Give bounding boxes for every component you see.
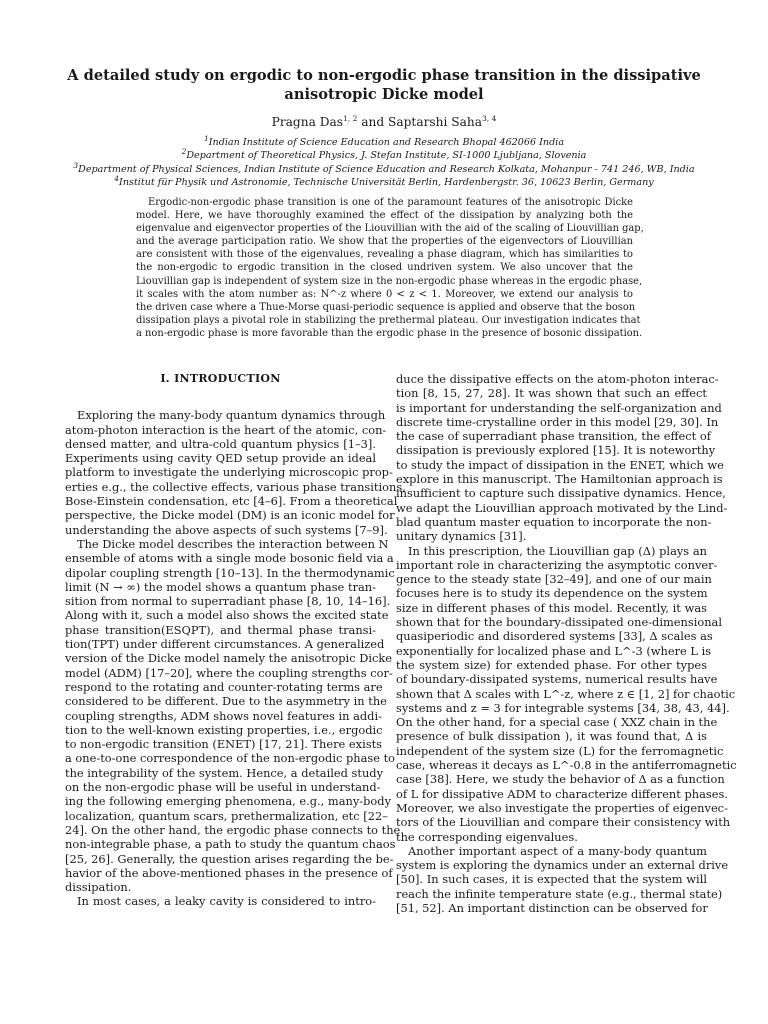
abstract-line: Ergodic-non-ergodic phase transition is one of the paramount features of the anisotropic Dicke (148, 197, 633, 208)
left-column-line: Experiments using cavity QED setup provide an ideal (65, 451, 376, 466)
author-affiliation-marker: 1, 2 (343, 113, 358, 123)
right-column-line: size in different phases of this model. Recently, it was (396, 600, 707, 615)
left-column-line: platform to investigate the underlying microscopic prop- (65, 465, 393, 480)
right-column-line: On the other hand, for a special case ( XXZ chain in the (396, 715, 718, 730)
left-column-line: the integrability of the system. Hence, a detailed study (65, 765, 384, 780)
left-column-line: version of the Dicke model namely the anisotropic Dicke (65, 651, 392, 666)
right-column-line: [51, 52]. An important distinction can be observed for (396, 900, 708, 915)
right-column-line: system is exploring the dynamics under an external drive (396, 858, 729, 873)
affiliation-marker: 4 (114, 174, 120, 184)
author-affiliation-marker: 3, 4 (482, 113, 497, 123)
right-column-line: shown that Δ scales with L^-z, where z ∈ [1, 2] for chaotic (396, 686, 736, 701)
right-column-body (396, 372, 737, 915)
affiliation-text: Department of Theoretical Physics, J. Stefan Institute, SI-1000 Ljubljana, Slovenia (186, 150, 587, 162)
left-column-line: dipolar coupling strength [10–13]. In the thermodynamic (65, 565, 395, 580)
right-column-line: duce the dissipative effects on the atom-photon interac- (396, 372, 719, 386)
left-column (65, 372, 406, 909)
right-column-line: the case of superradiant phase transition, the effect of (396, 429, 711, 444)
section-heading: I. INTRODUCTION (160, 372, 281, 385)
right-column-line: of boundary-dissipated systems, numerical results have (396, 672, 718, 687)
author-name: Saptarshi Saha (388, 115, 483, 129)
affiliation-text: Indian Institute of Science Education and Research Bhopal 462066 India (208, 137, 565, 148)
right-column-line: Another important aspect of a many-body quantum (408, 843, 707, 858)
abstract-line: the driven case where a Thue-Morse quasi-periodic sequence is applied and observe that the boson (136, 301, 636, 313)
right-column-line: the system size) for extended phase. For other types (396, 657, 707, 672)
affiliation-text: Institut für Physik und Astronomie, Technische Universität Berlin, Hardenbergstr. 36, 10623 Berlin, Germany (119, 177, 654, 189)
right-column-line: tors of the Liouvillian and compare their consistency with (396, 815, 731, 830)
left-column-line: on the non-ergodic phase will be useful in understand- (65, 780, 381, 795)
left-column-line: phase transition(ESQPT), and thermal phase transi- (65, 622, 376, 637)
left-column-line: tion to the well-known existing properties, i.e., ergodic (65, 722, 383, 737)
left-column-line: Bose-Einstein condensation, etc [4–6]. From a theoretical (65, 494, 398, 509)
left-column-line: 24]. On the other hand, the ergodic phase connects to the (65, 822, 401, 837)
right-column-line: independent of the system size (L) for the ferromagnetic (396, 743, 724, 758)
left-column-line: considered to be different. Due to the asymmetry in the (65, 694, 387, 709)
left-column-line: tion(TPT) under different circumstances. A generalized (65, 637, 385, 652)
right-column-line: case [38]. Here, we study the behavior of Δ as a function (396, 772, 725, 787)
right-column-line: of L for dissipative ADM to characterize different phases. (396, 786, 728, 801)
right-column-line: insufficient to capture such dissipative dynamics. Hence, (396, 486, 726, 501)
right-column-line: unitary dynamics [31]. (396, 529, 527, 544)
affiliation-marker: 1 (203, 133, 209, 143)
right-column-line: systems and z = 3 for integrable systems [34, 38, 43, 44]. (396, 700, 730, 715)
left-column-body (65, 408, 406, 909)
abstract-line: and the average participation ratio. We show that the properties of the eigenvectors of Liouvillian (136, 236, 633, 248)
abstract-line: model. Here, we have thoroughly examined the effect of the dissipation by analyzing both the (136, 210, 633, 222)
author-list (0, 115, 768, 130)
left-column-line: localization, quantum scars, prethermalization, etc [22– (65, 808, 388, 823)
left-column-line: The Dicke model describes the interaction between N (77, 536, 389, 551)
left-column-line: Along with it, such a model also shows the excited state (65, 608, 389, 623)
right-column-line: presence of bulk dissipation ), it was found that, Δ is (396, 729, 707, 744)
right-column (396, 372, 737, 915)
left-column-line: coupling strengths, ADM shows novel features in addi- (65, 708, 382, 723)
right-column-line: the corresponding eigenvalues. (396, 829, 578, 844)
left-column-line: densed matter, and ultra-cold quantum physics [1–3]. (65, 436, 376, 451)
left-column-line: to non-ergodic transition (ENET) [17, 21]. There exists (65, 737, 382, 752)
paper-title-line-2: anisotropic Dicke model (284, 86, 484, 103)
abstract-line: the non-ergodic to ergodic transition in the closed undriven system. We also uncover that the (136, 262, 633, 274)
right-column-line: dissipation is previously explored [15]. It is noteworthy (396, 443, 716, 458)
left-column-line: sition from normal to superradiant phase [8, 10, 14–16]. (65, 594, 391, 609)
right-column-line: to study the impact of dissipation in the ENET, which we (396, 457, 724, 472)
abstract-line: eigenvalue and eigenvector properties of the Liouvillian with the aid of the scaling of Liouvillian gap, (136, 223, 644, 235)
right-column-line: Moreover, we also investigate the properties of eigenvec- (396, 800, 728, 815)
left-column-line: In most cases, a leaky cavity is considered to intro- (77, 894, 376, 909)
right-column-line: quasiperiodic and disordered systems [33], Δ scales as (396, 629, 713, 644)
right-column-line: is important for understanding the self-organization and (396, 400, 722, 415)
right-column-line: tion [8, 15, 27, 28]. It was shown that such an effect (396, 386, 707, 401)
paper-title (60, 66, 708, 104)
abstract-line: dissipation plays a pivotal role in stabilizing the prethermal plateau. Our investigation indicates that (136, 314, 641, 326)
right-column-line: we adapt the Liouvillian approach motivated by the Lind- (396, 500, 728, 515)
affiliation-text: Department of Physical Sciences, Indian Institute of Science Education and Research Kolkata, Mohanpur - 741 246, WB, India (78, 163, 695, 175)
left-column-line: limit (N → ∞) the model shows a quantum phase tran- (65, 579, 376, 594)
left-column-line: a one-to-one correspondence of the non-ergodic phase to (65, 751, 396, 766)
affiliation (30, 149, 738, 162)
left-column-line: ing the following emerging phenomena, e.g., many-body (65, 794, 392, 809)
left-column-line: erties e.g., the collective effects, various phase transitions, (65, 479, 406, 494)
abstract-line: are consistent with those of the eigenvalues, revealing a phase diagram, which has similarities to (136, 249, 633, 261)
right-column-line: [50]. In such cases, it is expected that the system will (396, 872, 707, 887)
abstract (136, 196, 644, 340)
right-column-line: reach the infinite temperature state (e.g., thermal state) (396, 886, 723, 901)
affiliation-marker: 3 (73, 160, 79, 170)
author-name: Pragna Das (271, 115, 344, 129)
right-column-line: In this prescription, the Liouvillian gap (Δ) plays an (408, 543, 707, 558)
affiliation (30, 133, 738, 149)
author-conjunction: and (361, 115, 385, 129)
abstract-line: it scales with the atom number as: N^-z where 0 < z < 1. Moreover, we extend our analysis to (136, 288, 633, 300)
right-column-line: important role in characterizing the asymptotic conver- (396, 557, 718, 572)
left-column-line: [25, 26]. Generally, the question arises regarding the be- (65, 851, 394, 866)
left-column-line: havior of the above-mentioned phases in the presence of (65, 865, 393, 880)
left-column-line: understanding the above aspects of such systems [7–9]. (65, 522, 388, 537)
left-column-line: atom-photon interaction is the heart of the atomic, con- (65, 422, 387, 437)
right-column-line: shown that for the boundary-dissipated one-dimensional (396, 615, 722, 630)
affiliation (30, 160, 738, 176)
left-column-line: ensemble of atoms with a single mode bosonic field via a (65, 551, 394, 566)
left-column-line: Exploring the many-body quantum dynamics through (77, 408, 386, 423)
right-column-line: discrete time-crystalline order in this model [29, 30]. In (396, 414, 719, 429)
abstract-line: a non-ergodic phase is more favorable than the ergodic phase in the presence of bosonic dissipation. (136, 327, 643, 339)
right-column-line: gence to the steady state [32–49], and one of our main (396, 572, 712, 587)
right-column-line: exponentially for localized phase and L^-3 (where L is (396, 643, 712, 658)
right-column-line: case, whereas it decays as L^-0.8 in the antiferromagnetic (396, 758, 737, 773)
affiliation (30, 176, 738, 189)
left-column-line: dissipation. (65, 880, 132, 895)
right-column-line: blad quantum master equation to incorporate the non- (396, 514, 712, 529)
left-column-line: respond to the rotating and counter-rotating terms are (65, 679, 383, 694)
abstract-line: Liouvillian gap is independent of system size in the non-ergodic phase whereas in the ergodic phase, (136, 275, 643, 287)
left-column-line: non-integrable phase, a path to study the quantum chaos (65, 837, 396, 852)
affiliation-marker: 2 (181, 147, 187, 157)
right-column-line: explore in this manuscript. The Hamiltonian approach is (396, 472, 723, 487)
affiliation-list (30, 133, 738, 190)
paper-title-line-1: A detailed study on ergodic to non-ergodic phase transition in the dissipative (67, 67, 701, 84)
left-column-line: model (ADM) [17–20], where the coupling strengths cor- (65, 665, 393, 680)
left-column-line: perspective, the Dicke model (DM) is an iconic model for (65, 508, 395, 523)
right-column-line: focuses here is to study its dependence on the system (396, 586, 708, 601)
